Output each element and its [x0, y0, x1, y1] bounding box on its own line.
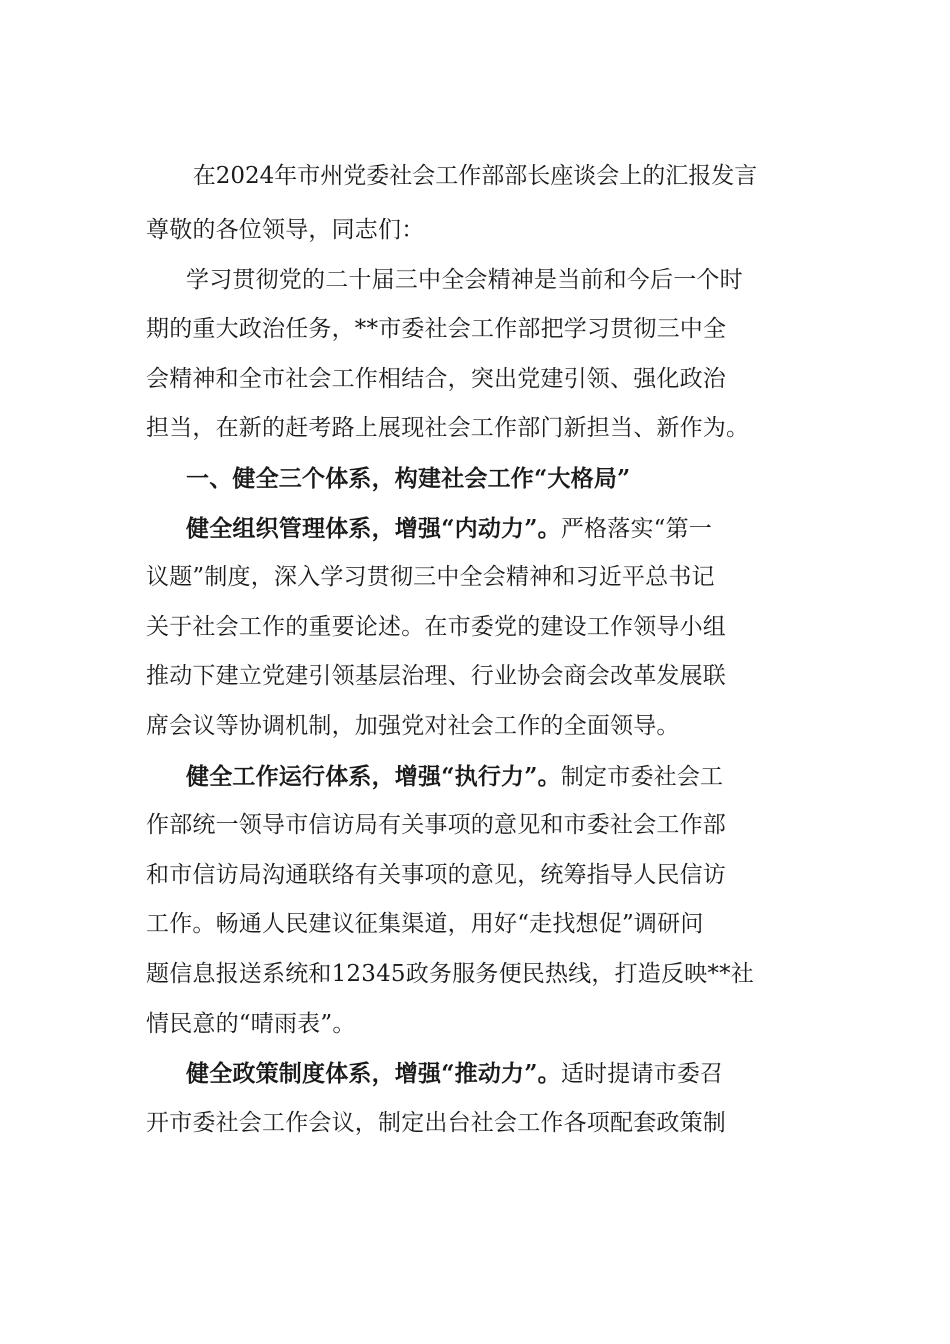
para1-line-4: 推动下建立党建引领基层治理、行业协会商会改革发展联 — [146, 663, 726, 690]
para1-line-1 — [146, 504, 816, 554]
para2-line-5: 题信息报送系统和12345政务服务便民热线，打造反映**社 — [146, 960, 754, 987]
intro-line-4: 担当，在新的赶考路上展现社会工作部门新担当、新作为。 — [146, 415, 750, 442]
intro-line-1: 学习贯彻党的二十届三中全会精神是当前和今后一个时 — [186, 266, 743, 293]
intro-line-3: 会精神和全市社会工作相结合，突出党建引领、强化政治 — [146, 365, 726, 392]
para1-line-5: 席会议等协调机制，加强党对社会工作的全面领导。 — [146, 712, 680, 739]
section-heading-1: 一、健全三个体系，构建社会工作“大格局” — [186, 464, 631, 492]
para2-lead: 健全工作运行体系，增强“执行力”。 — [186, 762, 561, 790]
para3-line-2: 开市委社会工作会议，制定出台社会工作各项配套政策制 — [146, 1109, 726, 1136]
para2-line-3: 和市信访局沟通联络有关事项的意见，统筹指导人民信访 — [146, 861, 726, 888]
para2-line-1 — [146, 752, 816, 802]
para1-lead: 健全组织管理体系，增强“内动力”。 — [186, 514, 561, 542]
para3-line-1 — [146, 1049, 816, 1099]
para2-line-4: 工作。畅通人民建议征集渠道，用好“走找想促”调研问 — [146, 911, 704, 938]
para2-first-rest: 制定市委社会工 — [560, 763, 724, 790]
intro-line-2: 期的重大政治任务，**市委社会工作部把学习贯彻三中全 — [146, 316, 727, 343]
para3-first-rest: 适时提请市委召 — [560, 1061, 724, 1088]
para1-first-rest: 严格落实“第一 — [560, 515, 713, 542]
greeting-line: 尊敬的各位领导，同志们： — [146, 217, 425, 243]
para1-line-2: 议题”制度，深入学习贯彻三中全会精神和习近平总书记 — [146, 564, 715, 591]
para2-line-2: 作部统一领导市信访局有关事项的意见和市委社会工作部 — [146, 812, 726, 839]
document-title: 在2024年市州党委社会工作部部长座谈会上的汇报发言 — [192, 163, 758, 189]
para1-line-3: 关于社会工作的重要论述。在市委党的建设工作领导小组 — [146, 613, 726, 640]
document-body — [146, 206, 816, 1148]
para2-line-6: 情民意的“晴雨表”。 — [146, 1010, 356, 1037]
para3-lead: 健全政策制度体系，增强“推动力”。 — [186, 1060, 561, 1088]
